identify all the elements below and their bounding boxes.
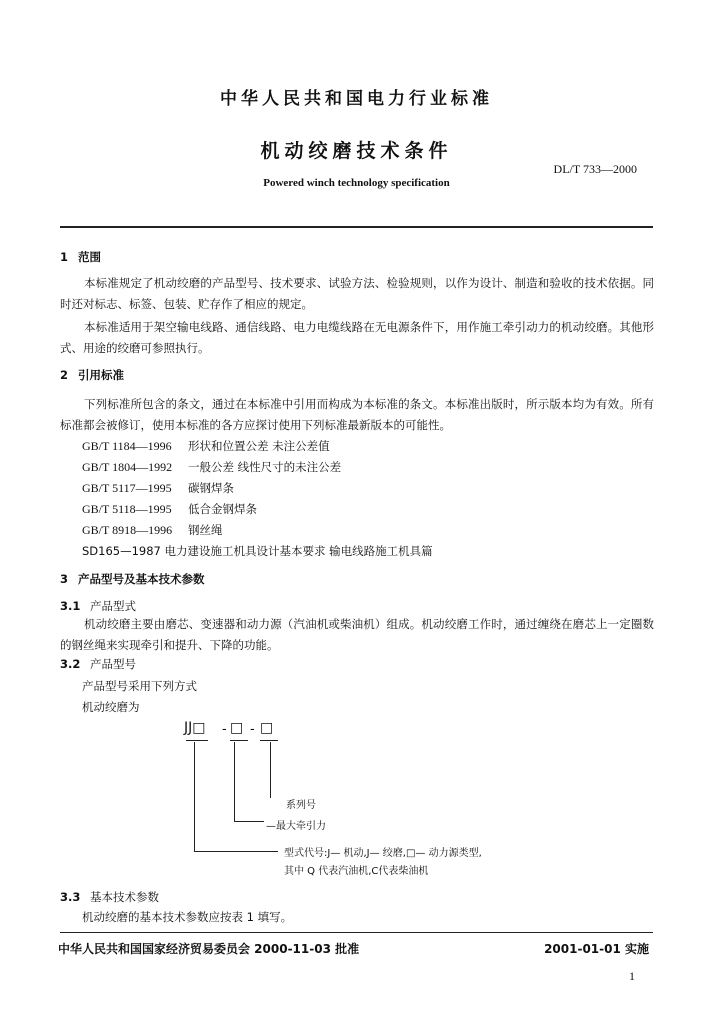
approval-line: 中华人民共和国国家经济贸易委员会 2000-11-03 批准 — [58, 942, 360, 956]
section-3-heading: 3 产品型号及基本技术参数 — [60, 572, 205, 586]
english-title: Powered winch technology specification — [263, 177, 450, 189]
label-type-code: 型式代号:J— 机动,J— 绞磨,□— 动力源类型, — [284, 848, 482, 859]
leader-line-type — [194, 742, 195, 852]
reference-item: GB/T 1184—1996 形状和位置公差 未注公差值 — [82, 439, 330, 453]
model-separator: - — [222, 722, 227, 737]
underline-1 — [186, 740, 208, 741]
model-box-3: □ — [260, 720, 274, 736]
document-title: 机动绞磨技术条件 — [260, 140, 453, 162]
reference-item-last: SD165—1987 电力建设施工机具设计基本要求 输电线路施工机具篇 — [82, 544, 433, 558]
underline-3 — [260, 740, 278, 741]
section-1-paragraph-2: 本标准适用于架空输电线路、通信线路、电力电缆线路在无电源条件下，用作施工牵引动力的机动绞磨。其他形式、用途的绞磨可参照执行。 — [60, 320, 654, 355]
model-code-diagram — [150, 700, 570, 880]
model-prefix: JJ□ — [184, 720, 206, 736]
leader-line-series — [270, 742, 271, 798]
footer-divider — [60, 932, 653, 933]
reference-item: GB/T 5118—1995 低合金钢焊条 — [82, 502, 257, 516]
section-3-3-paragraph: 机动绞磨的基本技术参数应按表 1 填写。 — [82, 910, 293, 924]
standard-code: DL/T 733—2000 — [553, 162, 637, 176]
header-divider — [60, 226, 653, 228]
leader-line-force-h — [234, 821, 264, 822]
section-3-2-line-2: 机动绞磨为 — [82, 700, 140, 714]
leader-line-type-h — [194, 851, 278, 852]
section-3-1-paragraph: 机动绞磨主要由磨芯、变速器和动力源（汽油机或柴油机）组成。机动绞磨工作时，通过缠绕在磨芯上一定圈数的钢丝绳来实现牵引和提升、下降的功能。 — [60, 617, 654, 652]
industry-standard-heading: 中华人民共和国电力行业标准 — [220, 89, 493, 109]
section-1-heading: 1 范围 — [60, 250, 101, 264]
section-1-paragraph-1: 本标准规定了机动绞磨的产品型号、技术要求、试验方法、检验规则，以作为设计、制造和验收的技术依据。同时还对标志、标签、包装、贮存作了相应的规定。 — [60, 276, 654, 311]
label-series-number: 系列号 — [286, 800, 316, 811]
reference-item: GB/T 5117—1995 碳钢焊条 — [82, 481, 234, 495]
section-3-1-heading: 3.1 产品型式 — [60, 599, 136, 613]
model-separator: - — [250, 722, 255, 737]
section-2-paragraph: 下列标准所包含的条文，通过在本标准中引用而构成为本标准的条文。本标准出版时，所示版本均为有效。所有标准都会被修订，使用本标准的各方应探讨使用下列标准最新版本的可能性。 — [60, 397, 654, 432]
leader-line-force — [234, 742, 235, 822]
section-3-2-line-1: 产品型号采用下列方式 — [82, 679, 197, 693]
section-2-heading: 2 引用标准 — [60, 368, 124, 382]
reference-item: GB/T 8918—1996 钢丝绳 — [82, 523, 223, 537]
effective-date: 2001-01-01 实施 — [544, 942, 649, 956]
page-number: 1 — [629, 969, 635, 983]
section-3-3-heading: 3.3 基本技术参数 — [60, 890, 159, 904]
section-3-2-heading: 3.2 产品型号 — [60, 657, 136, 671]
reference-item: GB/T 1804—1992 一般公差 线性尺寸的未注公差 — [82, 460, 342, 474]
model-box-2: □ — [230, 720, 244, 736]
label-max-force: —最大牵引力 — [266, 821, 326, 832]
label-type-code-2: 其中 Q 代表汽油机,C代表柴油机 — [284, 866, 429, 877]
underline-2 — [230, 740, 248, 741]
